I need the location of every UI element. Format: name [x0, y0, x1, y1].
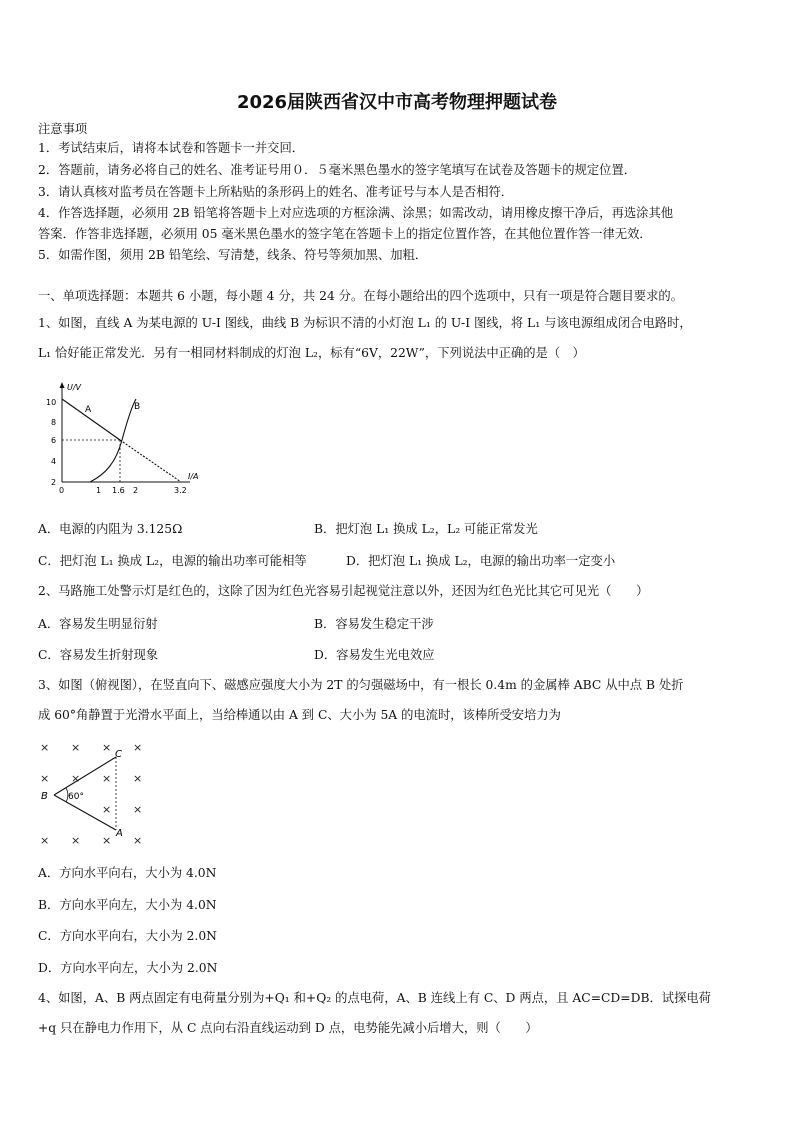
q1-option-a: A．电源的内阻为 3.125Ω — [38, 522, 183, 536]
x-tick-label: 3.2 — [174, 486, 187, 495]
x-tick-label: 1 — [96, 486, 102, 495]
x-tick-label: 2 — [133, 486, 139, 495]
field-cross: × — [133, 803, 143, 816]
q1-option-b: B．把灯泡 L₁ 换成 L₂，L₂ 可能正常发光 — [314, 522, 538, 536]
q2-option-b: B．容易发生稳定干涉 — [314, 617, 434, 631]
field-cross: × — [71, 741, 81, 754]
magnetic-field-diagram — [36, 736, 152, 848]
notes-heading: 注意事项 — [38, 122, 88, 136]
note-item: 4．作答选择题，必须用 2B 铅笔将答题卡上对应选项的方框涂满、涂黑；如需改动，请用橡皮擦干净后，再选涂其他 — [38, 206, 674, 220]
y-axis-label: U/V — [67, 383, 82, 392]
q2-option-c: C．容易发生折射现象 — [38, 648, 159, 662]
field-cross: × — [40, 834, 50, 847]
question-3-stem: 3、如图（俯视图），在竖直向下、磁感应强度大小为 2T 的匀强磁场中，有一根长 0.4m 的金属棒 ABC 从中点 B 处折 — [38, 678, 684, 692]
x-tick-label: 0 — [59, 486, 65, 495]
y-tick-label: 8 — [51, 418, 57, 427]
q2-option-a: A．容易发生明显衍射 — [38, 617, 158, 631]
y-tick-label: 2 — [51, 478, 57, 487]
note-item: 5．如需作图，须用 2B 铅笔绘、写清楚，线条、符号等须加黑、加粗． — [38, 248, 428, 262]
field-cross: × — [102, 741, 112, 754]
curve-b — [90, 399, 136, 482]
point-a-label: A — [116, 828, 123, 839]
q3-option-c: C．方向水平向右，大小为 2.0N — [38, 929, 217, 943]
note-item: 1．考试结束后，请将本试卷和答题卡一并交回． — [38, 141, 305, 155]
question-2-stem: 2、马路施工处警示灯是红色的，这除了因为红色光容易引起视觉注意以外，还因为红色光比其它可见光（ ） — [38, 584, 649, 598]
note-item: 答案．作答非选择题，必须用 05 毫米黑色墨水的签字笔在答题卡上的指定位置作答，在其他位置作答一律无效． — [38, 227, 652, 241]
q3-option-d: D．方向水平向左，大小为 2.0N — [38, 961, 218, 975]
field-cross: × — [102, 803, 112, 816]
y-tick-label: 10 — [46, 398, 57, 407]
field-cross: × — [133, 741, 143, 754]
field-cross: × — [71, 834, 81, 847]
y-axis-arrow — [60, 382, 65, 388]
field-cross: × — [102, 772, 112, 785]
curve-b-label: B — [134, 402, 141, 412]
question-4-stem: 4、如图，A、B 两点固定有电荷量分别为+Q₁ 和+Q₂ 的点电荷，A、B 连线上有 C、D 两点，且 AC=CD=DB．试探电荷 — [38, 991, 711, 1005]
section-heading: 一、单项选择题：本题共 6 小题，每小题 4 分，共 24 分。在每小题给出的四个选项中，只有一项是符合题目要求的。 — [38, 289, 683, 303]
line-a-label: A — [85, 405, 92, 415]
ui-graph — [40, 378, 210, 502]
note-item: 2．答题前，请务必将自己的姓名、准考证号用０．５毫米黑色墨水的签字笔填写在试卷及答题卡的规定位置． — [38, 163, 637, 177]
angle-label: 60° — [68, 792, 84, 802]
field-cross: × — [71, 772, 81, 785]
field-cross: × — [40, 772, 50, 785]
field-cross: × — [102, 834, 112, 847]
field-cross: × — [133, 834, 143, 847]
line-a-extension — [120, 440, 181, 482]
field-cross: × — [40, 741, 50, 754]
question-4-stem-2: +q 只在静电力作用下，从 C 点向右沿直线运动到 D 点，电势能先减小后增大，则（ ） — [38, 1021, 538, 1035]
point-b-label: B — [41, 791, 48, 802]
y-tick-label: 6 — [51, 436, 57, 445]
question-3-stem-2: 成 60°角静置于光滑水平面上，当给棒通以由 A 到 C、大小为 5A 的电流时，该棒所受安培力为 — [38, 708, 561, 722]
question-1-stem-2: L₁ 恰好能正常发光．另有一相同材料制成的灯泡 L₂，标有“6V，22W”，下列说法中正确的是（ ） — [38, 346, 585, 360]
y-tick-label: 4 — [51, 457, 57, 466]
q3-option-b: B．方向水平向左，大小为 4.0N — [38, 898, 217, 912]
question-1-stem: 1、如图，直线 A 为某电源的 U-I 图线，曲线 B 为标识不清的小灯泡 L₁ 的 U-I 图线，将 L₁ 与该电源组成闭合电路时， — [38, 316, 692, 330]
point-c-label: C — [115, 749, 122, 760]
x-axis-label: I/A — [188, 472, 199, 481]
note-item: 3．请认真核对监考员在答题卡上所粘贴的条形码上的姓名、准考证号与本人是否相符． — [38, 185, 514, 199]
x-tick-label: 1.6 — [112, 486, 125, 495]
q2-option-d: D．容易发生光电效应 — [314, 648, 435, 662]
ui-graph-figure — [40, 378, 210, 502]
field-cross: × — [133, 772, 143, 785]
q1-option-c: C．把灯泡 L₁ 换成 L₂，电源的输出功率可能相等 — [38, 554, 307, 568]
magnetic-field-figure — [36, 736, 152, 848]
q1-option-d: D．把灯泡 L₁ 换成 L₂，电源的输出功率一定变小 — [346, 554, 616, 568]
q3-option-a: A．方向水平向右，大小为 4.0N — [38, 866, 217, 880]
page-title: 2026届陕西省汉中市高考物理押题试卷 — [236, 92, 558, 113]
